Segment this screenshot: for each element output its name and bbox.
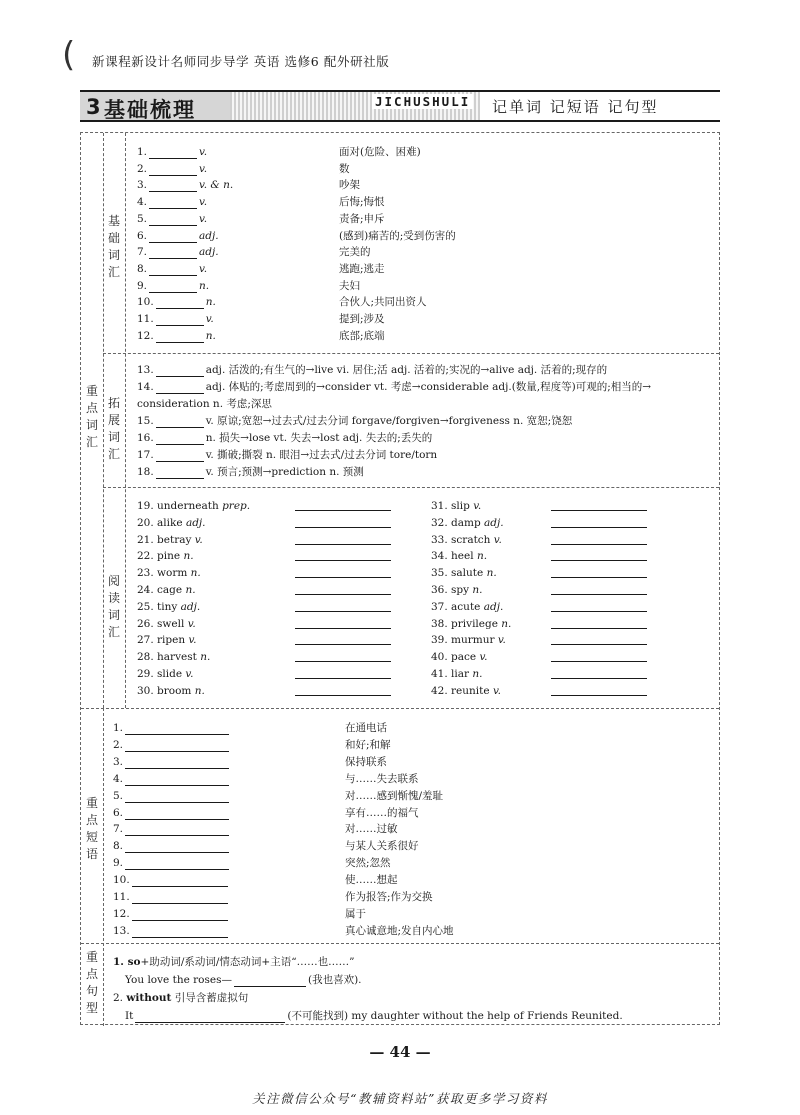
reading-word xyxy=(137,617,196,631)
answer-blank[interactable] xyxy=(125,810,229,820)
item-number: 2. xyxy=(137,162,148,175)
word-meaning: 合伙人;共同出资人 xyxy=(339,296,427,309)
reading-word xyxy=(431,617,511,631)
reading-word xyxy=(137,633,197,647)
answer-blank[interactable] xyxy=(156,469,204,479)
sentence-2-keyword: without xyxy=(126,992,172,1004)
answer-blank[interactable] xyxy=(295,551,391,561)
book-header xyxy=(58,35,758,75)
answer-blank[interactable] xyxy=(551,535,647,545)
vocab-word: 21. betray xyxy=(137,533,192,546)
column-divider xyxy=(125,133,126,708)
item-number: 15. xyxy=(137,415,154,427)
answer-blank[interactable] xyxy=(132,911,228,921)
reading-word xyxy=(431,566,497,580)
item-number: 3. xyxy=(137,179,148,192)
word-row xyxy=(137,162,207,176)
word-derivation: v. 预言;预测→prediction n. 预测 xyxy=(205,466,364,478)
vocab-word: 27. ripen xyxy=(137,634,186,647)
word-row xyxy=(137,212,207,226)
word-row xyxy=(137,312,214,326)
extended-row xyxy=(137,448,437,462)
part-of-speech: v. xyxy=(473,500,482,512)
banner-label: 基础梳理 xyxy=(104,98,196,122)
phrase-meaning: 突然;忽然 xyxy=(345,857,391,870)
vocab-word: 42. reunite xyxy=(431,684,490,697)
answer-blank[interactable] xyxy=(234,977,306,987)
sentence-1-text: You love the roses— xyxy=(125,974,232,986)
item-number: 10. xyxy=(137,296,154,309)
answer-blank[interactable] xyxy=(295,501,391,511)
banner-pinyin: JICHUSHULI xyxy=(372,94,473,109)
part-of-speech: adj. xyxy=(180,600,201,613)
phrase-row xyxy=(113,924,230,938)
sentence-1-rule: +助动词/系动词/情态动词+主语“……也……” xyxy=(140,956,355,968)
answer-blank[interactable] xyxy=(551,551,647,561)
extended-words-label: 拓展词汇 xyxy=(107,396,120,461)
phrase-meaning: 对……感到惭愧/羞耻 xyxy=(345,789,444,802)
reading-word xyxy=(431,650,488,664)
phrase-row xyxy=(113,772,231,786)
answer-blank[interactable] xyxy=(125,793,229,803)
phrase-meaning: 真心诚意地;发自内心地 xyxy=(345,924,454,937)
key-sentences-label: 重点句型 xyxy=(85,950,98,1015)
word-row xyxy=(137,329,216,343)
banner-tagline: 记单词 记短语 记句型 xyxy=(492,98,659,116)
phrase-row xyxy=(113,755,231,769)
phrase-row xyxy=(113,907,230,921)
answer-blank[interactable] xyxy=(125,860,229,870)
word-meaning: 面对(危险、困难) xyxy=(339,146,421,158)
word-row xyxy=(137,245,219,259)
word-row xyxy=(137,279,209,293)
part-of-speech: n. xyxy=(472,584,483,596)
item-number: 5. xyxy=(137,212,148,225)
answer-blank[interactable] xyxy=(295,686,391,696)
part-of-speech: v. xyxy=(479,651,488,664)
phrase-row xyxy=(113,721,231,735)
reading-word xyxy=(137,566,201,580)
reading-words-label: 阅读词汇 xyxy=(107,574,120,639)
phrase-row xyxy=(113,806,231,820)
extended-row xyxy=(137,465,364,479)
answer-blank[interactable] xyxy=(132,928,228,938)
sentence-1-hint: (我也喜欢). xyxy=(307,974,362,986)
word-row xyxy=(137,262,207,276)
part-of-speech: v. xyxy=(194,533,203,546)
vocab-word: 23. worm xyxy=(137,567,188,580)
key-phrases-label: 重点短语 xyxy=(85,796,98,861)
phrase-meaning: 作为报答;作为交换 xyxy=(345,891,433,903)
word-derivation: adj. 活泼的;有生气的→live vi. 居住;活 adj. 活着的;实况的→alive adj. 活着的;现存的 xyxy=(205,364,608,376)
vocab-word: 20. alike xyxy=(137,516,183,529)
answer-blank[interactable] xyxy=(156,435,204,445)
extended-row xyxy=(137,380,651,394)
answer-blank[interactable] xyxy=(551,585,647,595)
item-number: 1. xyxy=(113,722,124,734)
section-banner xyxy=(80,90,720,122)
item-number: 1. xyxy=(137,146,148,158)
vocab-word: 35. salute xyxy=(431,567,484,580)
item-number: 13. xyxy=(137,364,154,376)
sentence-2-rule: 引导含蓄虚拟句 xyxy=(174,992,249,1004)
column-divider xyxy=(103,133,104,708)
word-derivation: v. 撕破;撕裂 n. 眼泪→过去式/过去分词 tore/torn xyxy=(205,449,438,461)
phrase-row xyxy=(113,839,231,853)
answer-blank[interactable] xyxy=(149,266,197,276)
word-derivation: consideration n. 考虑;深思 xyxy=(137,398,272,410)
reading-word xyxy=(431,533,502,547)
item-number: 7. xyxy=(137,246,148,259)
answer-blank[interactable] xyxy=(295,518,391,528)
item-number: 12. xyxy=(113,907,130,920)
vocab-word: 30. broom xyxy=(137,684,192,697)
sentence-2-number: 2. xyxy=(113,992,124,1004)
answer-blank[interactable] xyxy=(156,316,204,326)
vocab-word: 34. heel xyxy=(431,550,474,563)
part-of-speech: v. xyxy=(187,617,196,630)
part-of-speech: n. xyxy=(476,550,488,563)
answer-blank[interactable] xyxy=(551,652,647,662)
item-number: 14. xyxy=(137,381,154,393)
sentence-2-title xyxy=(113,991,248,1005)
word-meaning: 吵架 xyxy=(339,179,360,192)
part-of-speech: v. xyxy=(497,634,506,647)
reading-word xyxy=(137,499,250,513)
phrase-meaning: 对……过敏 xyxy=(345,823,398,836)
word-derivation: v. 原谅;宽恕→过去式/过去分词 forgave/forgiven→forgiveness n. 宽恕;饶恕 xyxy=(205,415,573,427)
vocab-word: 32. damp xyxy=(431,516,481,529)
vocab-word: 39. murmur xyxy=(431,634,495,647)
item-number: 2. xyxy=(113,738,124,751)
item-number: 18. xyxy=(137,466,154,478)
part-of-speech: v. & n. xyxy=(199,179,234,192)
reading-word xyxy=(431,549,487,563)
answer-blank[interactable] xyxy=(295,635,391,645)
vocab-word: 22. pine xyxy=(137,550,181,563)
answer-blank[interactable] xyxy=(156,333,204,343)
answer-blank[interactable] xyxy=(149,216,197,226)
part-of-speech: v. xyxy=(199,212,208,225)
answer-blank[interactable] xyxy=(149,199,197,209)
banner-rule xyxy=(230,120,720,122)
part-of-speech: n. xyxy=(205,329,216,342)
answer-blank[interactable] xyxy=(125,725,229,735)
item-number: 5. xyxy=(113,789,124,802)
reading-word xyxy=(137,583,196,597)
word-meaning: (感到)痛苦的;受到伤害的 xyxy=(339,229,456,242)
answer-blank[interactable] xyxy=(295,619,391,629)
part-of-speech: n. xyxy=(200,651,211,664)
vocab-word: 25. tiny xyxy=(137,600,178,613)
part-of-speech: v. xyxy=(492,684,501,697)
column-divider xyxy=(103,708,104,1026)
sentence-2-hint: (不可能找到) my daughter without the help of Friends Reunited. xyxy=(287,1010,623,1022)
part-of-speech: adj. xyxy=(199,246,219,259)
part-of-speech: v. xyxy=(199,196,208,209)
part-of-speech: adj. xyxy=(185,516,206,529)
sentence-2-example xyxy=(125,1009,623,1023)
part-of-speech: adj. xyxy=(483,600,504,613)
vocab-word: 24. cage xyxy=(137,584,183,596)
answer-blank[interactable] xyxy=(295,568,391,578)
reading-word xyxy=(137,516,206,530)
item-number: 13. xyxy=(113,924,130,937)
word-derivation: adj. 体贴的;考虑周到的→consider vt. 考虑→considerable adj.(数量,程度等)可观的;相当的→ xyxy=(205,381,652,393)
item-number: 16. xyxy=(137,432,154,444)
part-of-speech: v. xyxy=(205,313,214,325)
answer-blank[interactable] xyxy=(149,182,197,192)
item-number: 9. xyxy=(137,279,148,292)
answer-blank[interactable] xyxy=(156,452,204,462)
phrase-meaning: 使……想起 xyxy=(345,874,398,887)
page-number: — 44 — xyxy=(369,1043,431,1061)
answer-blank[interactable] xyxy=(135,1013,285,1023)
word-derivation: n. 损失→lose vt. 失去→lost adj. 失去的;丢失的 xyxy=(205,432,433,444)
item-number: 11. xyxy=(113,891,130,903)
part-of-speech: prep. xyxy=(222,500,251,512)
phrase-meaning: 保持联系 xyxy=(345,755,387,768)
extended-row xyxy=(137,431,432,445)
answer-blank[interactable] xyxy=(125,742,229,752)
answer-blank[interactable] xyxy=(149,283,197,293)
answer-blank[interactable] xyxy=(295,585,391,595)
phrase-row xyxy=(113,890,230,904)
answer-blank[interactable] xyxy=(132,877,228,887)
item-number: 17. xyxy=(137,449,154,461)
word-meaning: 逃跑;逃走 xyxy=(339,262,385,275)
part-of-speech: n. xyxy=(486,567,497,580)
part-of-speech: v. xyxy=(188,634,197,647)
word-meaning: 责备;申斥 xyxy=(339,212,385,225)
part-of-speech: adj. xyxy=(484,516,504,529)
word-meaning: 底部;底端 xyxy=(339,329,385,342)
phrase-meaning: 与某人关系很好 xyxy=(345,840,419,853)
answer-blank[interactable] xyxy=(156,418,204,428)
vocab-word: 31. slip xyxy=(431,500,470,512)
part-of-speech: v. xyxy=(185,668,194,680)
answer-blank[interactable] xyxy=(149,233,197,243)
item-number: 6. xyxy=(113,806,124,819)
section-divider xyxy=(103,353,719,354)
answer-blank[interactable] xyxy=(125,826,229,836)
sentence-1-example xyxy=(125,973,362,987)
phrase-row xyxy=(113,789,231,803)
reading-word xyxy=(137,533,203,547)
answer-blank[interactable] xyxy=(125,843,229,853)
answer-blank[interactable] xyxy=(295,535,391,545)
item-number: 4. xyxy=(137,196,148,209)
word-meaning: 完美的 xyxy=(339,246,371,259)
part-of-speech: n. xyxy=(501,617,512,630)
answer-blank[interactable] xyxy=(156,384,204,394)
word-row xyxy=(137,145,207,159)
vocab-word: 40. pace xyxy=(431,651,477,664)
book-title: 新课程新设计名师同步导学 英语 选修6 配外研社版 xyxy=(92,54,390,69)
section-divider xyxy=(103,487,719,488)
vocab-word: 19. underneath xyxy=(137,500,219,512)
item-number: 9. xyxy=(113,857,124,870)
answer-blank[interactable] xyxy=(551,602,647,612)
reading-word xyxy=(137,549,194,563)
phrase-meaning: 享有……的福气 xyxy=(345,806,419,819)
answer-blank[interactable] xyxy=(125,759,229,769)
vocab-word: 37. acute xyxy=(431,600,481,613)
phrase-meaning: 在通电话 xyxy=(345,722,387,734)
extended-row xyxy=(137,414,572,428)
part-of-speech: n. xyxy=(199,279,210,292)
basic-words-label: 基础词汇 xyxy=(107,214,120,279)
answer-blank[interactable] xyxy=(295,669,391,679)
part-of-speech: v. xyxy=(199,162,208,175)
word-meaning: 夫妇 xyxy=(339,279,360,292)
answer-blank[interactable] xyxy=(149,166,197,176)
item-number: 12. xyxy=(137,329,154,342)
vocab-word: 36. spy xyxy=(431,584,470,596)
answer-blank[interactable] xyxy=(551,669,647,679)
phrase-meaning: 和好;和解 xyxy=(345,738,391,751)
answer-blank[interactable] xyxy=(125,776,229,786)
word-row xyxy=(137,178,233,192)
reading-word xyxy=(431,499,481,513)
phrase-row xyxy=(113,738,231,752)
phrase-row xyxy=(113,873,230,887)
part-of-speech: n. xyxy=(190,567,201,580)
footer-note: 关注微信公众号“教辅资料站”获取更多学习资料 xyxy=(252,1091,548,1106)
extended-row xyxy=(137,397,272,411)
vocab-word: 29. slide xyxy=(137,668,183,680)
answer-blank[interactable] xyxy=(551,501,647,511)
word-row xyxy=(137,229,219,243)
section-divider xyxy=(81,708,719,709)
part-of-speech: n. xyxy=(194,684,205,697)
answer-blank[interactable] xyxy=(551,619,647,629)
word-meaning: 数 xyxy=(339,162,350,175)
answer-blank[interactable] xyxy=(132,894,228,904)
vocab-word: 28. harvest xyxy=(137,651,197,664)
item-number: 11. xyxy=(137,313,154,325)
word-meaning: 后悔;悔恨 xyxy=(339,196,385,209)
banner-number: 3 xyxy=(86,95,101,119)
vocab-word: 38. privilege xyxy=(431,617,498,630)
reading-word xyxy=(431,516,504,530)
reading-word xyxy=(137,600,200,614)
vocab-word: 26. swell xyxy=(137,617,185,630)
item-number: 8. xyxy=(137,262,148,275)
item-number: 10. xyxy=(113,874,130,887)
part-of-speech: v. xyxy=(199,262,208,275)
phrase-row xyxy=(113,822,231,836)
sentence-1-keyword: 1. so xyxy=(113,956,141,968)
sentence-1-title xyxy=(113,955,354,969)
header-bracket: ( xyxy=(62,35,76,75)
item-number: 6. xyxy=(137,229,148,242)
answer-blank[interactable] xyxy=(551,635,647,645)
vocab-word: 33. scratch xyxy=(431,533,491,546)
item-number: 7. xyxy=(113,823,124,836)
reading-word xyxy=(431,633,506,647)
phrase-meaning: 与……失去联系 xyxy=(345,772,419,785)
word-row xyxy=(137,195,207,209)
answer-blank[interactable] xyxy=(295,602,391,612)
reading-word xyxy=(431,583,483,597)
part-of-speech: n. xyxy=(472,668,483,680)
reading-word xyxy=(431,600,503,614)
sentence-2-text: It xyxy=(125,1010,134,1022)
part-of-speech: n. xyxy=(183,550,194,563)
answer-blank[interactable] xyxy=(551,568,647,578)
answer-blank[interactable] xyxy=(149,249,197,259)
banner-left-block xyxy=(80,90,230,122)
extended-row xyxy=(137,363,607,377)
answer-blank[interactable] xyxy=(156,367,204,377)
item-number: 3. xyxy=(113,755,124,768)
word-meaning: 提到;涉及 xyxy=(339,313,385,325)
reading-word xyxy=(137,650,210,664)
item-number: 4. xyxy=(113,772,124,785)
part-of-speech: adj. xyxy=(199,229,219,242)
reading-word xyxy=(137,667,193,681)
reading-word xyxy=(431,684,501,698)
phrase-meaning: 属于 xyxy=(345,907,366,920)
part-of-speech: v. xyxy=(199,146,208,158)
word-row xyxy=(137,295,216,309)
answer-blank[interactable] xyxy=(295,652,391,662)
item-number: 8. xyxy=(113,840,124,853)
reading-word xyxy=(137,684,205,698)
part-of-speech: n. xyxy=(185,584,196,596)
answer-blank[interactable] xyxy=(551,686,647,696)
reading-word xyxy=(431,667,483,681)
phrase-row xyxy=(113,856,231,870)
section-divider xyxy=(81,943,719,944)
answer-blank[interactable] xyxy=(156,299,204,309)
exercise-frame xyxy=(80,132,720,1025)
answer-blank[interactable] xyxy=(149,149,197,159)
part-of-speech: n. xyxy=(205,296,216,309)
part-of-speech: v. xyxy=(493,533,502,546)
answer-blank[interactable] xyxy=(551,518,647,528)
vocab-word: 41. liar xyxy=(431,668,470,680)
key-vocab-label: 重点词汇 xyxy=(85,384,98,449)
